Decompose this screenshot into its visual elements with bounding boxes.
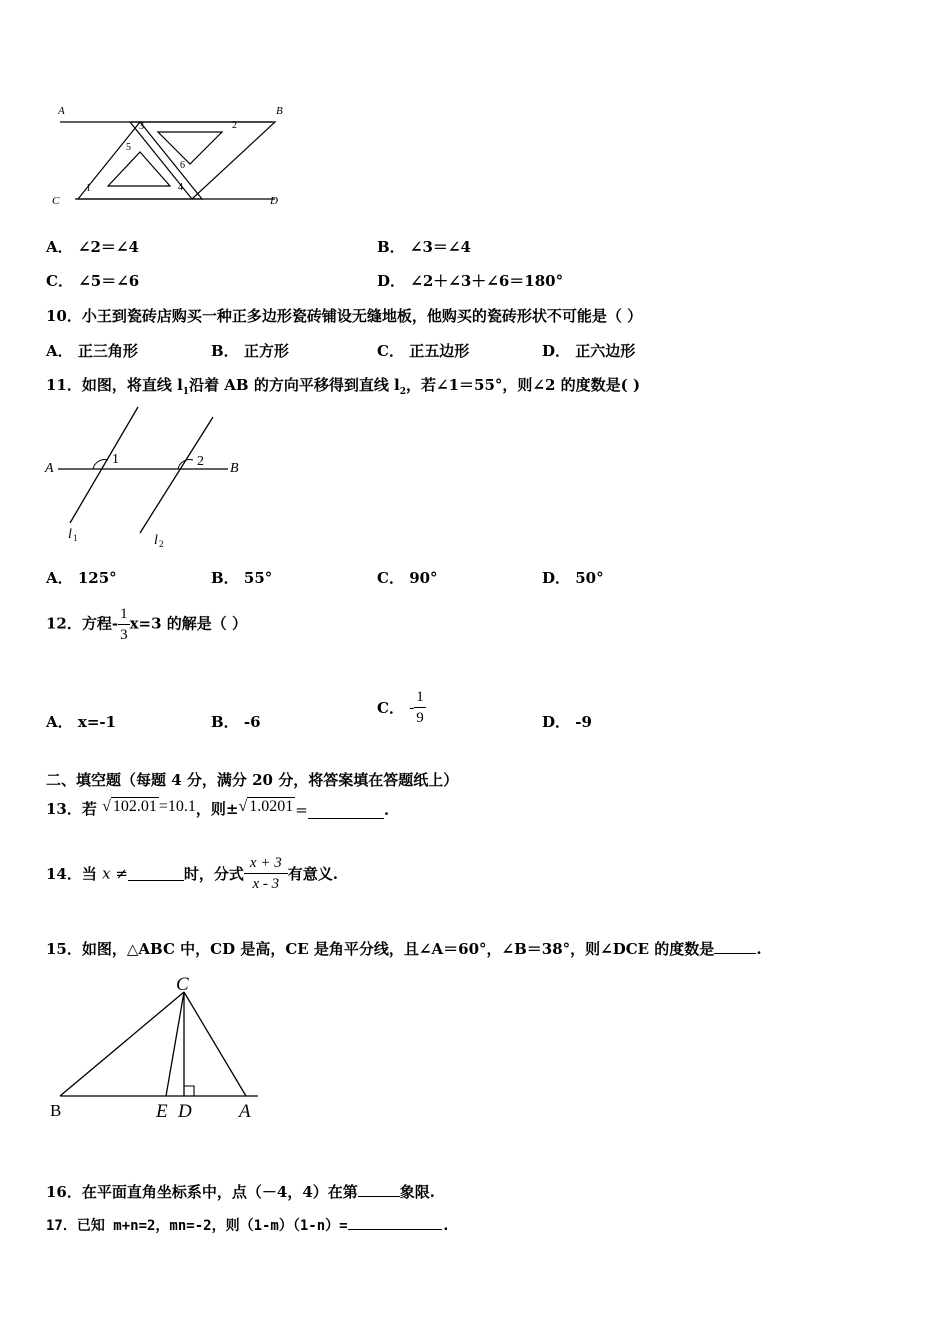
q16-answer-blank (358, 1182, 400, 1197)
q12-option-d: D． -9 (542, 713, 592, 731)
q11-option-d: D． 50° (542, 569, 604, 587)
q9-figure (50, 98, 295, 210)
q12-option-a: A． x=-1 (46, 713, 117, 731)
q10-option-a: A． 正三角形 (46, 342, 138, 360)
fig15-label-d: D (178, 1101, 192, 1122)
q15-figure (46, 970, 266, 1126)
fig9-label-d: D (270, 195, 278, 207)
q11-option-b: B． 55° (211, 569, 273, 587)
fig11-label-b: B (230, 461, 239, 476)
q9-option-a: A． ∠2＝∠4 (46, 238, 139, 256)
q16-stem: 16．在平面直角坐标系中，点（－4，4）在第 象限. (46, 1183, 435, 1201)
q9-option-d: D． ∠2＋∠3＋∠6＝180° (377, 272, 564, 290)
q15-answer-blank (714, 939, 756, 954)
fig11-line-l1-sub: 1 (73, 533, 78, 543)
q12-stem: 12．方程- $\frac{1}{3}$ x=3 的解是（ ） (46, 606, 248, 643)
fig9-label-a: A (58, 105, 65, 117)
fig15-label-e: E (156, 1101, 168, 1122)
q17-stem: 17．已知 m+n=2，mn=-2，则（1-m）（1-n）= . (46, 1215, 450, 1235)
q13-sqrt-1: √ 102.01 (102, 798, 157, 815)
fig11-line-l1: l (68, 527, 72, 542)
fig15-label-a: A (239, 1101, 251, 1122)
q12-fraction: $\frac{1}{3}$ (120, 606, 128, 643)
fig9-angle-4: 4 (178, 182, 183, 193)
fig9-angle-6: 6 (180, 160, 185, 171)
section-2-heading: 二、填空题（每题 4 分，满分 20 分，将答案填在答题纸上） (46, 771, 459, 789)
q17-answer-blank (348, 1215, 442, 1230)
q15-stem: 15．如图，△ABC 中，CD 是高，CE 是角平分线，且∠A＝60°，∠B＝38°，则∠DCE 的度数是 . (46, 940, 762, 958)
q13-sqrt-2: √ 1.0201 (238, 798, 294, 815)
q14-fraction: $\frac{x + 3}{x - 3}$ (244, 853, 288, 894)
q11-option-c: C． 90° (377, 569, 438, 587)
fig9-angle-3: 3 (139, 121, 144, 132)
q14-stem: 14．当 x ≠ 时，分式 $\frac{x + 3}{x - 3}$ 有意义. (46, 855, 338, 892)
q11-option-a: A． 125° (46, 569, 117, 587)
fig11-label-a: A (45, 461, 54, 476)
fig15-label-c: C (176, 974, 189, 995)
q11-figure (42, 405, 252, 553)
fig9-label-c: C (52, 195, 60, 207)
fig9-label-b: B (276, 105, 283, 117)
q10-option-b: B． 正方形 (211, 342, 289, 360)
fig9-angle-1: 1 (86, 183, 91, 194)
q13-answer-blank (308, 804, 384, 819)
q10-option-c: C． 正五边形 (377, 342, 470, 360)
fig11-angle-2: 2 (197, 454, 204, 469)
q12-option-b: B． -6 (211, 713, 261, 731)
fig11-angle-1: 1 (112, 452, 119, 467)
q9-option-b: B． ∠3＝∠4 (377, 238, 471, 256)
fig9-angle-2: 2 (232, 120, 237, 131)
q13-stem: 13．若 √ 102.01 =10.1，则±√ 1.0201 = . (46, 798, 390, 819)
q11-stem: 11．如图，将直线 $l_1$沿着 AB 的方向平移得到直线 $l_2$，若∠1＝55°，则∠2 的度数是( ) (46, 376, 641, 397)
fig11-line-l2-sub: 2 (159, 539, 164, 549)
q14-answer-blank (128, 866, 184, 881)
fig11-line-l2: l (154, 533, 158, 548)
fig15-label-b: B (50, 1101, 62, 1120)
fig9-angle-5: 5 (126, 142, 131, 153)
q12-option-c-fraction: $\frac{1}{9}$ (416, 689, 424, 726)
q10-option-d: D． 正六边形 (542, 342, 636, 360)
q10-stem: 10．小王到瓷砖店购买一种正多边形瓷砖铺设无缝地板，他购买的瓷砖形状不可能是（ ） (46, 307, 643, 325)
q9-option-c: C． ∠5＝∠6 (46, 272, 140, 290)
q12-option-c: C． - $\frac{1}{9}$ (377, 689, 424, 726)
